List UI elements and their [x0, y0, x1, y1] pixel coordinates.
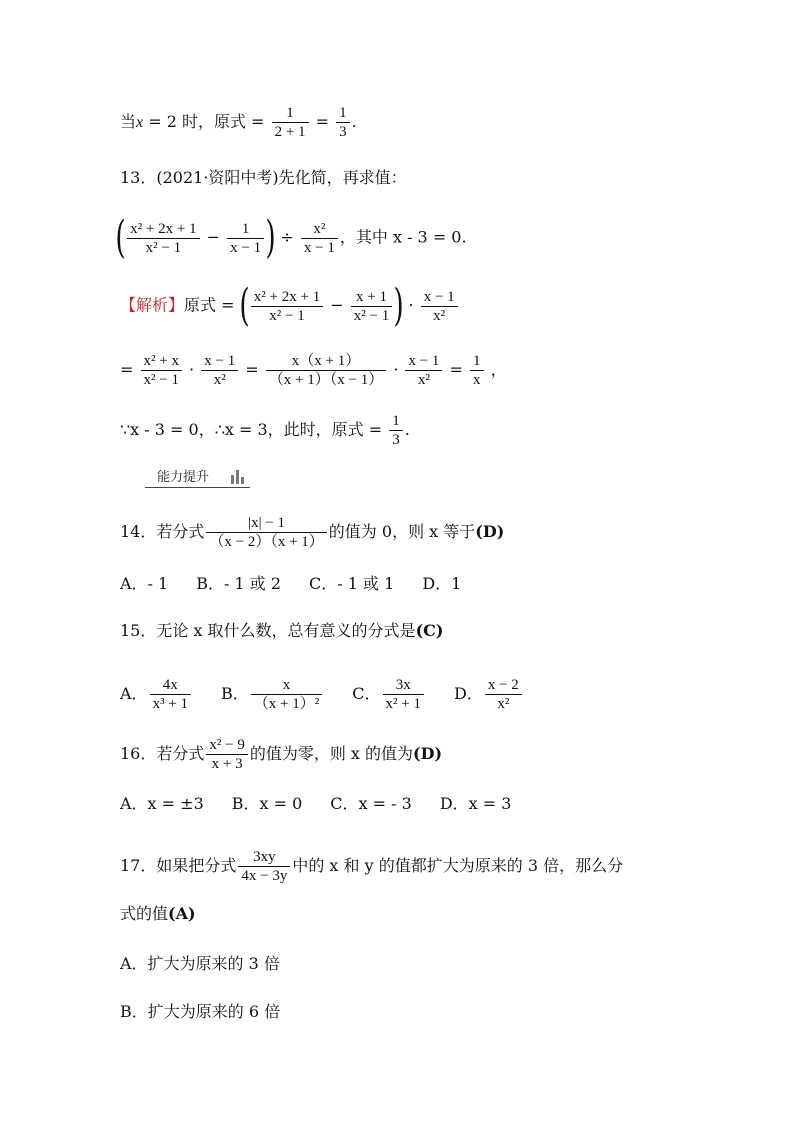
- section-header: [145, 464, 250, 488]
- fraction: [485, 676, 522, 713]
- numerator: |x| − 1: [206, 514, 326, 533]
- question-15: [120, 621, 443, 641]
- text: 当: [120, 112, 137, 131]
- choice-d: D．1: [422, 574, 462, 593]
- fraction: [336, 104, 350, 141]
- choice-c: [352, 676, 426, 713]
- denominator: x − 1: [230, 239, 262, 256]
- numerator: x（x + 1）: [266, 352, 386, 371]
- denominator: x + 3: [211, 756, 243, 772]
- question-15-choices: [120, 676, 552, 713]
- denominator: 3: [339, 124, 347, 140]
- fraction: [141, 352, 182, 389]
- fraction: [206, 514, 326, 551]
- denominator: （x − 2）（x + 1）: [209, 534, 324, 550]
- denominator: x² − 1: [353, 307, 390, 324]
- choice-label: B．: [221, 684, 249, 703]
- numerator: 1: [389, 412, 403, 431]
- denominator: x² − 1: [145, 239, 182, 256]
- choice-b: B．x = 0: [231, 794, 303, 813]
- numerator: 1: [336, 104, 350, 123]
- denominator: x²: [497, 696, 510, 712]
- numerator: 3xy: [238, 848, 290, 867]
- denominator: x − 1: [303, 239, 335, 256]
- text: 17．如果把分式: [120, 856, 237, 875]
- denominator: x² − 1: [269, 307, 305, 324]
- choice-d: [454, 676, 524, 713]
- choice-label: D．: [453, 684, 483, 703]
- question-14: [120, 514, 504, 551]
- analysis-tag: 【解析】: [120, 295, 185, 315]
- text: .: [404, 420, 410, 439]
- fraction: [351, 288, 392, 325]
- question-16: [120, 736, 442, 773]
- question-17-line-2: [120, 904, 196, 924]
- choice-a: A．x = ±3: [120, 794, 204, 813]
- operator: ·: [403, 295, 419, 315]
- denominator: x²: [213, 372, 226, 388]
- bracket: ): [265, 212, 276, 263]
- denominator: （x + 1）²: [253, 696, 320, 712]
- operator: ·: [183, 360, 200, 379]
- choice-c: C．- 1 或 1: [309, 574, 395, 593]
- text: ∵x - 3 = 0，∴x = 3，此时，原式 =: [120, 420, 388, 439]
- text: 14．若分式: [120, 522, 205, 541]
- numerator: x + 1: [351, 288, 392, 307]
- fraction: [470, 352, 484, 389]
- question-16-choices: [120, 794, 539, 814]
- choice-b: B．- 1 或 2: [196, 574, 282, 593]
- answer: (C): [415, 621, 444, 640]
- numerator: x − 1: [201, 352, 238, 371]
- question-13-expression: [115, 212, 467, 263]
- operator: =: [444, 360, 469, 379]
- question-13-title: 13．(2021·资阳中考)先化简，再求值：: [120, 168, 407, 187]
- bar-chart-icon: [229, 467, 247, 485]
- text: 的值为零，则 x 的值为: [249, 744, 414, 763]
- fraction: [201, 352, 238, 389]
- denominator: 3: [392, 432, 400, 448]
- answer-line-12: [120, 104, 357, 141]
- fraction: [389, 412, 403, 449]
- operator: ·: [388, 360, 404, 379]
- answer: (D): [413, 744, 443, 763]
- denominator: x²: [433, 307, 446, 324]
- fraction: [405, 352, 442, 389]
- denominator: x²: [417, 372, 430, 388]
- text: .: [351, 112, 357, 131]
- text: 的值为 0，则 x 等于: [328, 522, 476, 541]
- numerator: 4x: [150, 676, 191, 695]
- fraction: [272, 104, 309, 141]
- answer: (D): [475, 522, 505, 541]
- text: 中的 x 和 y 的值都扩大为原来的 3 倍，那么分: [292, 856, 624, 875]
- text: 16．若分式: [120, 744, 205, 763]
- question-14-choices: [120, 574, 489, 594]
- text: 原式 =: [184, 295, 240, 315]
- operator: =: [120, 360, 139, 379]
- choice-label: A．: [120, 684, 148, 703]
- numerator: 1: [470, 352, 484, 371]
- bracket: (: [239, 280, 250, 331]
- numerator: 3x: [383, 676, 424, 695]
- text: 式的值: [120, 904, 169, 923]
- numerator: x − 2: [485, 676, 522, 695]
- bracket: ): [393, 280, 404, 331]
- numerator: x² + 2x + 1: [251, 288, 323, 307]
- fraction: [251, 288, 323, 325]
- solution-13-line-3: [120, 412, 410, 449]
- numerator: x − 1: [421, 288, 458, 307]
- section-title: 能力提升: [157, 470, 210, 485]
- choice-a: A．扩大为原来的 3 倍: [120, 954, 280, 973]
- operator: −: [325, 295, 349, 315]
- text: ，: [485, 360, 507, 379]
- numerator: x² + 2x + 1: [127, 220, 199, 239]
- numerator: 1: [227, 220, 264, 239]
- answer: (A): [168, 904, 196, 923]
- denominator: x: [473, 372, 481, 388]
- numerator: 1: [272, 104, 309, 123]
- question-17: [120, 848, 623, 885]
- operator: −: [201, 227, 226, 247]
- variable: x: [136, 114, 144, 131]
- fraction: [266, 352, 386, 389]
- numerator: x² − 9: [206, 736, 247, 755]
- choice-a: A．- 1: [120, 574, 169, 593]
- fraction: [127, 220, 199, 257]
- fraction: [150, 676, 191, 713]
- choice-b: [221, 676, 324, 713]
- fraction: [383, 676, 424, 713]
- denominator: （x + 1）（x − 1）: [268, 372, 384, 388]
- numerator: x − 1: [405, 352, 442, 371]
- denominator: 4x − 3y: [241, 868, 288, 884]
- text: 15．无论 x 取什么数，总有意义的分式是: [120, 621, 416, 640]
- choice-label: C．: [352, 684, 381, 703]
- operator: ÷: [275, 227, 299, 247]
- solution-13-line-1: [120, 280, 460, 331]
- choice-b: B．扩大为原来的 6 倍: [120, 1002, 281, 1021]
- numerator: x: [251, 676, 322, 695]
- text: = 2 时，原式 =: [143, 112, 270, 131]
- fraction: [301, 220, 338, 257]
- fraction: [238, 848, 290, 885]
- condition: ，其中 x - 3 = 0.: [339, 227, 467, 247]
- fraction: [206, 736, 247, 773]
- solution-13-line-2: [120, 352, 507, 389]
- choice-d: D．x = 3: [439, 794, 512, 813]
- denominator: 2 + 1: [274, 124, 306, 140]
- numerator: x²: [301, 220, 338, 239]
- fraction: [421, 288, 458, 325]
- fraction: [251, 676, 322, 713]
- text: =: [310, 112, 335, 131]
- fraction: [227, 220, 264, 257]
- denominator: x² − 1: [143, 372, 179, 388]
- choice-c: C．x = - 3: [330, 794, 412, 813]
- denominator: x³ + 1: [152, 696, 189, 712]
- choice-a: [120, 676, 193, 713]
- divider: [145, 487, 250, 488]
- bracket: (: [115, 212, 126, 263]
- operator: =: [240, 360, 264, 379]
- denominator: x² + 1: [385, 696, 421, 712]
- numerator: x² + x: [141, 352, 182, 371]
